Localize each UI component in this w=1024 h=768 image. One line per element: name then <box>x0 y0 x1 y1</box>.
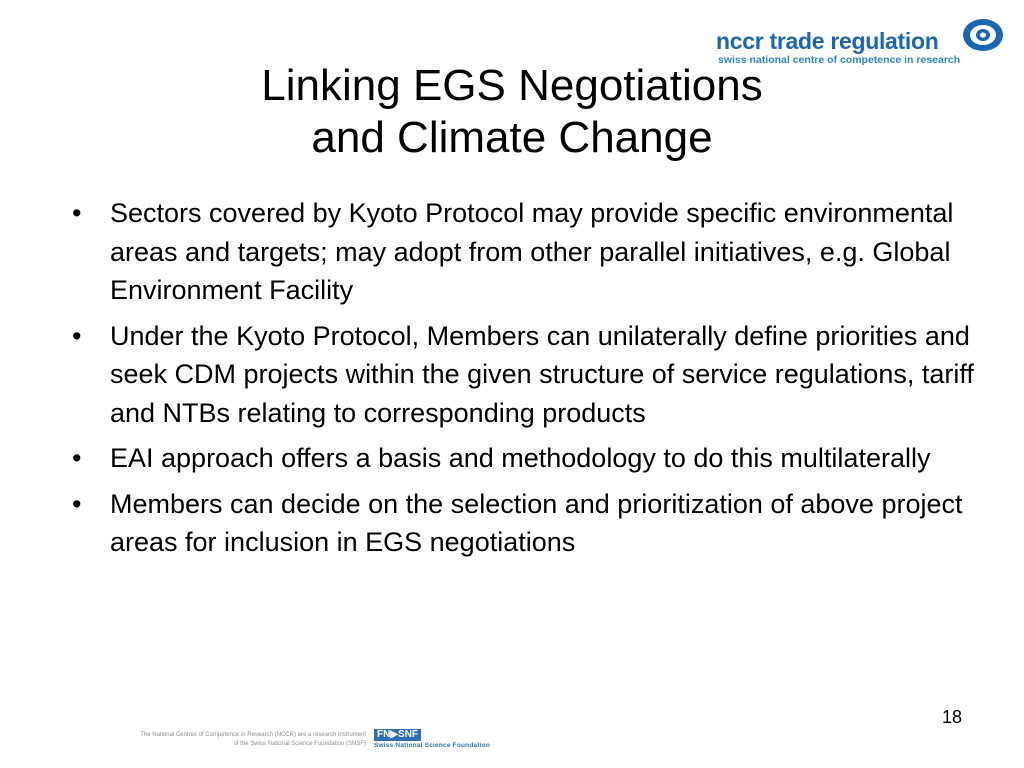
bullet-item <box>72 194 992 310</box>
snsf-logo <box>374 729 498 751</box>
footer-note <box>70 731 366 749</box>
logo-nccr-text: nccr <box>716 28 764 54</box>
slide-title-line-1: Linking EGS Negotiations <box>261 61 763 110</box>
bullet-icon: • <box>72 488 82 519</box>
snsf-name: Swiss National Science Foundation <box>374 742 491 749</box>
logo-wordmark <box>716 28 939 55</box>
bullet-icon: • <box>72 320 82 351</box>
slide-title-line-2: and Climate Change <box>311 113 713 162</box>
snsf-mark: FN▶SNF <box>374 729 421 741</box>
page-number: 18 <box>941 707 962 727</box>
bullet-list <box>72 194 992 569</box>
logo-name-text: trade regulation <box>769 28 939 54</box>
bullet-item <box>72 317 992 433</box>
logo-tagline: swiss national centre of competence in research <box>718 54 961 66</box>
footer-note-line-2: of the Swiss National Science Foundation (SNSF) <box>233 741 366 747</box>
bullet-icon: • <box>72 443 82 473</box>
bullet-item <box>72 439 992 478</box>
eye-ring-icon <box>960 16 1006 56</box>
bullet-icon: • <box>72 198 82 228</box>
bullet-text: EAI approach offers a basis and methodology to do this multilaterally <box>110 443 931 473</box>
bullet-text: Members can decide on the selection and prioritization of above project areas for inclusion in EGS negotiations <box>110 488 963 557</box>
bullet-item <box>72 485 992 562</box>
bullet-text: Sectors covered by Kyoto Protocol may provide specific environmental areas and targets; may adopt from other parallel initiatives, e.g. Global Environment Facility <box>110 198 954 305</box>
footer-note-line-1: The National Centres of Competence in Research (NCCR) are a research instrument <box>140 732 366 738</box>
slide-title <box>0 60 1024 164</box>
bullet-text: Under the Kyoto Protocol, Members can unilaterally define priorities and seek CDM projects within the given structure of service regulations, tariff and NTBs relating to corresponding products <box>110 320 974 428</box>
